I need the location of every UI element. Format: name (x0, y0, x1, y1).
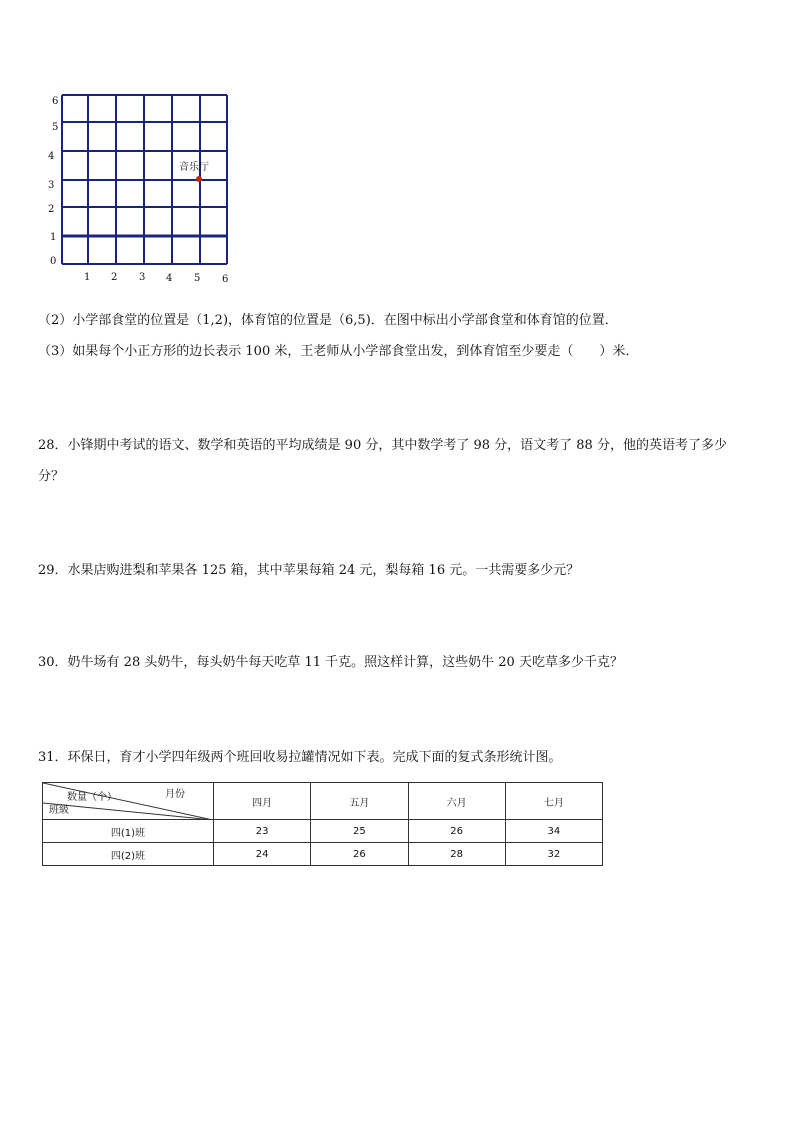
q29-text: 29．水果店购进梨和苹果各 125 箱，其中苹果每箱 24 元，梨每箱 16 元。一共需要多少元？ (38, 563, 580, 578)
q28-line1: 28．小锋期中考试的语文、数学和英语的平均成绩是 90 分，其中数学考了 98 分，语文考了 88 分，他的英语考了多少 (38, 438, 727, 453)
y-label-2: 2 (48, 204, 55, 215)
q28-line2: 分？ (38, 469, 65, 484)
y-label-0: 0 (50, 256, 57, 267)
value-cell: 34 (505, 820, 602, 843)
corner-class-label: 班級 (49, 805, 69, 816)
value-cell: 26 (311, 843, 408, 866)
value-cell: 24 (214, 843, 311, 866)
y-label-1: 1 (50, 232, 57, 243)
value-cell: 28 (408, 843, 505, 866)
q27-part3: （3）如果每个小正方形的边长表示 100 米，王老师从小学部食堂出发，到体育馆至少要走（ ）米． (38, 344, 639, 359)
table-header-row (43, 783, 603, 820)
corner-quantity-label: 数量（个） (67, 792, 117, 803)
cans-table (42, 782, 603, 866)
q27-part2: （2）小学部食堂的位置是（1,2)，体育馆的位置是（6,5)．在图中标出小学部食堂和体育馆的位置． (38, 313, 618, 328)
coordinate-grid (44, 86, 244, 291)
month-header: 四月 (214, 783, 311, 820)
class-name-cell: 四(1)班 (43, 820, 214, 843)
x-label-5: 5 (194, 273, 201, 284)
value-cell: 25 (311, 820, 408, 843)
y-label-4: 4 (48, 151, 55, 162)
table-row (43, 820, 603, 843)
q30-text: 30．奶牛场有 28 头奶牛，每头奶牛每天吃草 11 千克。照这样计算，这些奶牛 20 天吃草多少千克？ (38, 655, 623, 670)
value-cell: 23 (214, 820, 311, 843)
month-header: 六月 (408, 783, 505, 820)
month-header: 七月 (505, 783, 602, 820)
corner-cell (43, 783, 214, 820)
value-cell: 32 (505, 843, 602, 866)
grid-lines (62, 95, 227, 264)
x-label-4: 4 (166, 273, 173, 284)
class-name-cell: 四(2)班 (43, 843, 214, 866)
x-label-1: 1 (84, 272, 91, 283)
q31-text: 31．环保日，育才小学四年级两个班回收易拉罐情况如下表。完成下面的复式条形统计图。 (38, 750, 562, 765)
concert-hall-point (196, 176, 202, 182)
x-label-3: 3 (139, 272, 146, 283)
table-row (43, 843, 603, 866)
point-label: 音乐厅 (179, 162, 209, 173)
value-cell: 26 (408, 820, 505, 843)
x-label-6: 6 (222, 274, 229, 285)
x-label-2: 2 (111, 272, 118, 283)
y-label-6: 6 (52, 96, 59, 107)
y-label-3: 3 (48, 180, 55, 191)
corner-month-label: 月份 (165, 789, 185, 800)
month-header: 五月 (311, 783, 408, 820)
y-label-5: 5 (52, 122, 59, 133)
